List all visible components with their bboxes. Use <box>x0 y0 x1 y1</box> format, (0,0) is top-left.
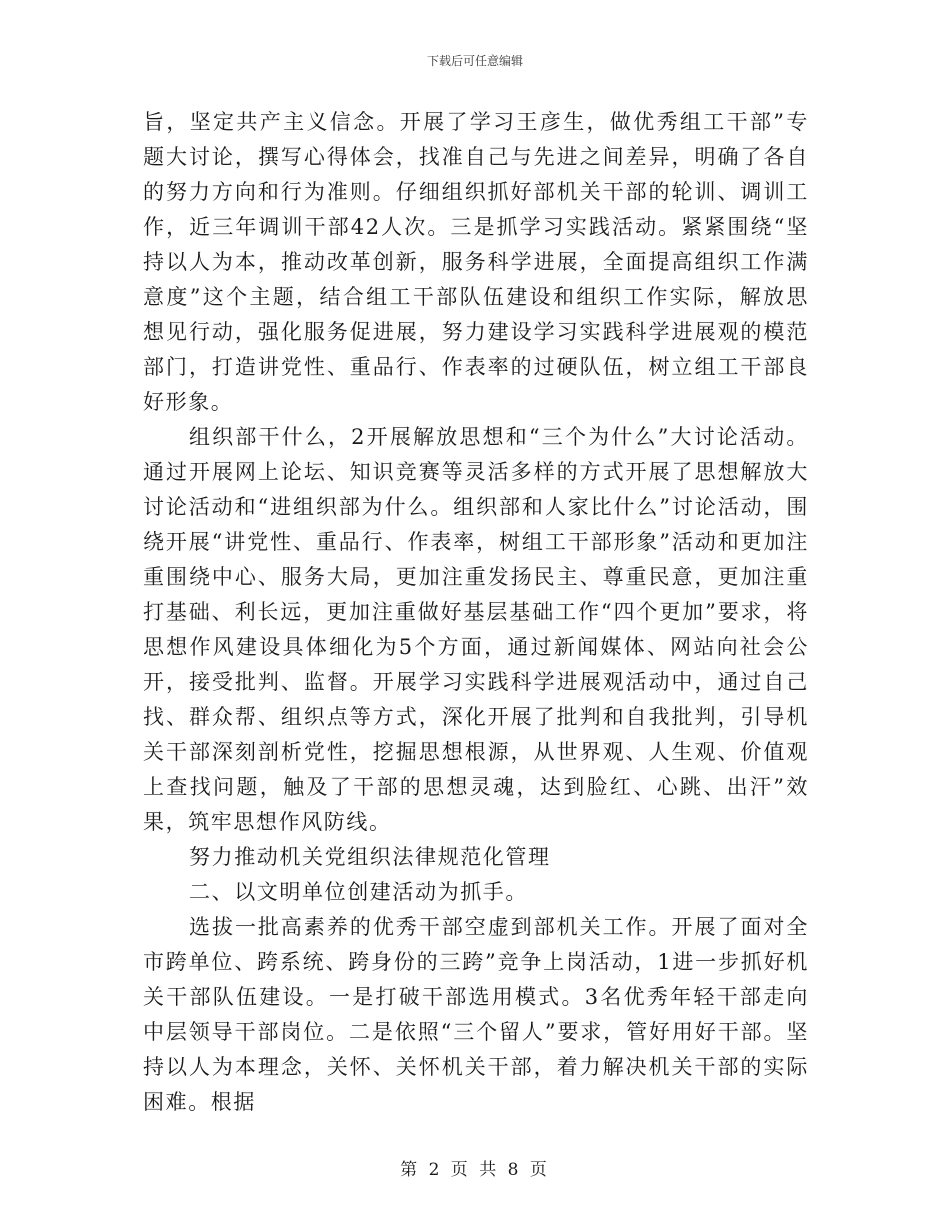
page-header-note: 下载后可任意编辑 <box>426 54 523 68</box>
paragraph-4: 二、以文明单位创建活动为抓手。 <box>189 880 528 904</box>
paragraph-1: 旨，坚定共产主义信念。开展了学习王彦生，做优秀组工干部”专题大讨论，撰写心得体会，找准自己与先进之间差异，明确了各自的努力方向和行为准则。仔细组织抓好部机关干部的轮训、调训工作，近三年调训干部42人次。三是抓学习实践活动。紧紧围绕“坚持以人为本，推动改革创新，服务科学进展，全面提高组织工作满意度”这个主题，结合组工干部队伍建设和组织工作实际，解放思想见行动，强化服务促进展，努力建设学习实践科学进展观的模范部门，打造讲党性、重品行、作表率的过硬队伍，树立组工干部良好形象。 <box>143 110 809 414</box>
paragraph-2: 组织部干什么，2开展解放思想和“三个为什么”大讨论活动。通过开展网上论坛、知识竞赛等灵活多样的方式开展了思想解放大讨论活动和“进组织部为什么。组织部和人家比什么”讨论活动，围绕开展“讲党性、重品行、作表率，树组工干部形象”活动和更加注重围绕中心、服务大局，更加注重发扬民主、尊重民意，更加注重打基础、利长远，更加注重做好基层基础工作“四个更加”要求，将思想作风建设具体细化为5个方面，通过新闻媒体、网站向社会公开，接受批判、监督。开展学习实践科学进展观活动中，通过自己找、群众帮、组织点等方式，深化开展了批判和自我批判，引导机关干部深刻剖析党性，挖掘思想根源，从世界观、人生观、价值观上查找问题，触及了干部的思想灵魂，达到脸红、心跳、出汗”效果，筑牢思想作风防线。 <box>143 425 809 834</box>
page-number-footer: 第 2 页 共 8 页 <box>400 1160 550 1180</box>
document-body <box>143 105 809 1120</box>
paragraph-5: 选拔一批高素养的优秀干部空虚到部机关工作。开展了面对全市跨单位、跨系统、跨身份的三跨”竞争上岗活动，1进一步抓好机关干部队伍建设。一是打破干部选用模式。3名优秀年轻干部走向中层领导干部岗位。二是依照“三个留人”要求，管好用好干部。坚持以人为本理念，关怀、关怀机关干部，着力解决机关干部的实际困难。根据 <box>143 915 810 1114</box>
paragraph-3: 努力推动机关党组织法律规范化管理 <box>189 845 551 869</box>
